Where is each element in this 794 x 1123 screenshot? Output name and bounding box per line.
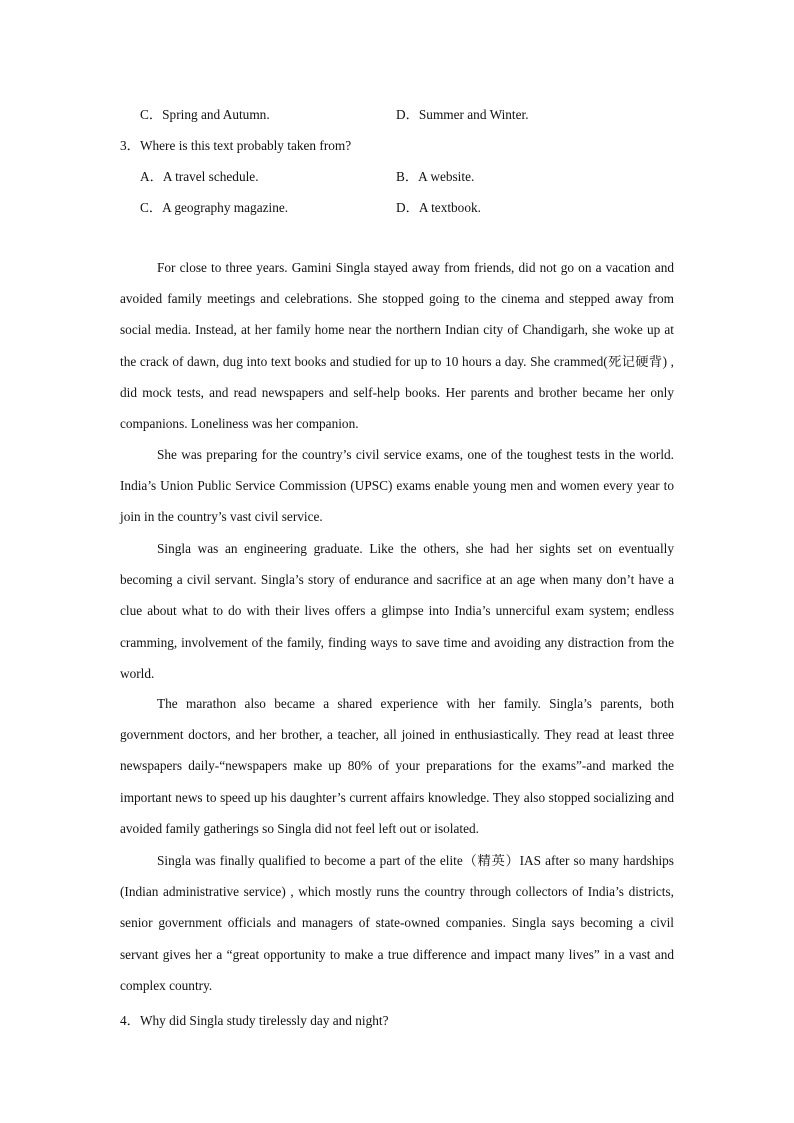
q2-options-row [140, 104, 680, 124]
passage-paragraph-3: Singla was an engineering graduate. Like the others, she had her sights set on eventually becoming a civil servant. Singla’s story of endurance and sacrifice at an age when many don’t have a clue about what to do with their lives offers a glimpse into India’s unnerciful exam system; endless cramming, involvement of the family, finding ways to save time and avoiding any distraction from the world. [120, 541, 674, 681]
passage-paragraph-1: For close to three years. Gamini Singla stayed away from friends, did not go on a vacation and avoided family meetings and celebrations. She stopped going to the cinema and stepped away from social media. Instead, at her family home near the northern Indian city of Chandigarh, she woke up at the crack of dawn, dug into text books and studied for up to 10 hours a day. She crammed(死记硬背) , did mock tests, and read newspapers and self-help books. Her parents and brother became her only companions. Loneliness was her companion. [120, 260, 674, 432]
q3-option-a: A．A travel schedule. [140, 169, 259, 184]
q2-option-d: D．Summer and Winter. [396, 107, 529, 122]
q3-option-d: D．A textbook. [396, 200, 481, 215]
q3-option-c: C．A geography magazine. [140, 200, 289, 215]
q3-options-row-2 [140, 197, 680, 217]
passage-paragraph-4: The marathon also became a shared experience with her family. Singla’s parents, both government doctors, and her brother, a teacher, all joined in enthusiastically. They read at least three newspapers daily-“newspapers make up 80% of your preparations for the exams”-and marked the important news to speed up his daughter’s current affairs knowledge. They also stopped socializing and avoided family gatherings so Singla did not feel left out or isolated. [120, 696, 674, 836]
q3-options-row-1 [140, 166, 680, 186]
passage-paragraph-5: Singla was finally qualified to become a part of the elite（精英）IAS after so many hardships (Indian administrative service) , which mostly runs the country through collectors of India’s districts, senior government officials and managers of state-owned companies. Singla says becoming a civil servant gives her a “great opportunity to make a true difference and impact many lives” in a vast and complex country. [120, 853, 674, 993]
q2-option-c: C．Spring and Autumn. [140, 107, 270, 122]
passage-paragraph-2: She was preparing for the country’s civil service exams, one of the toughest tests in the world. India’s Union Public Service Commission (UPSC) exams enable young men and women every year to join in the country’s vast civil service. [120, 447, 674, 525]
q3-question: 3．Where is this text probably taken from? [120, 138, 352, 153]
q3-option-b: B．A website. [396, 169, 475, 184]
q4-question: 4．Why did Singla study tirelessly day and night? [120, 1013, 389, 1028]
